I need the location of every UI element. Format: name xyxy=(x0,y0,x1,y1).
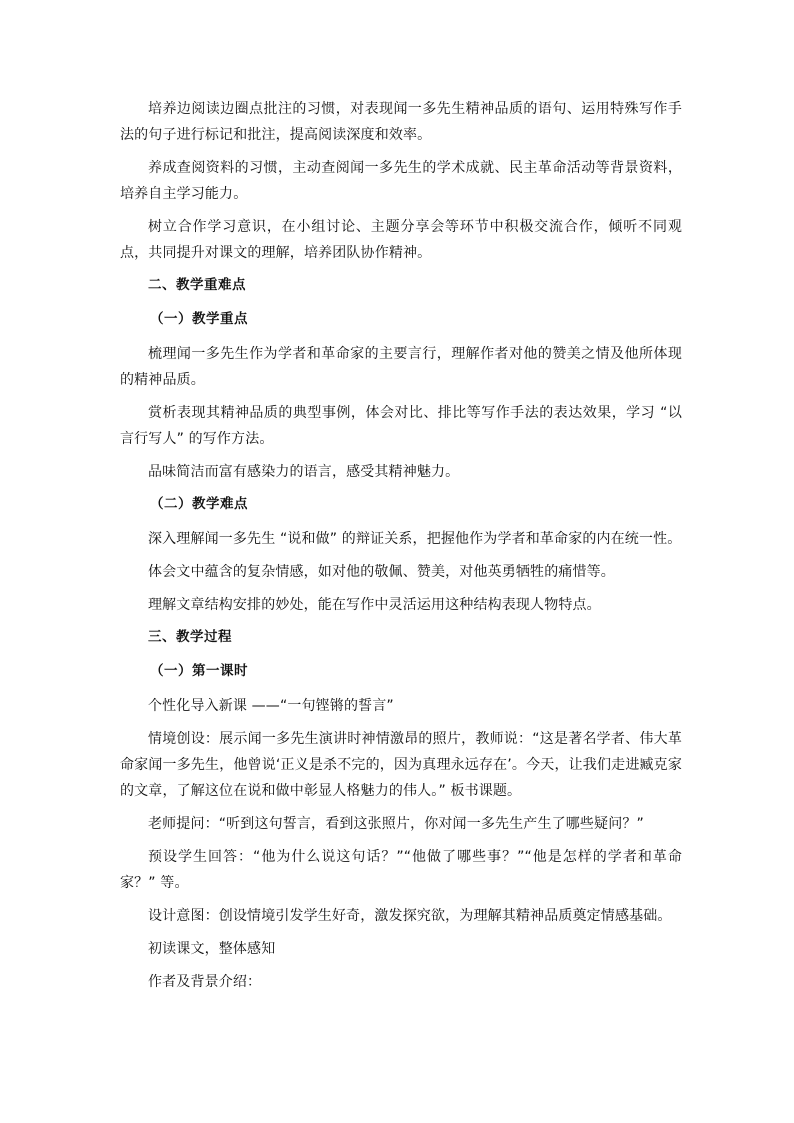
paragraph-scenario: 情境创设：展示闻一多先生演讲时神情激昂的照片，教师说：“这是著名学者、伟大革命家闻一多先生，他曾说‘正义是杀不完的，因为真理永远存在’。今天，让我们走进臧克家的文章，了解这位在说和做中彰显人格魅力的伟人。” 板书课题。 xyxy=(120,731,682,799)
paragraph-author-background: 作者及背景介绍： xyxy=(148,974,262,990)
paragraph-difficult-point-3: 理解文章结构安排的妙处，能在写作中灵活运用这种结构表现人物特点。 xyxy=(148,597,601,613)
subheading-key-points: （一）教学重点 xyxy=(150,311,248,327)
paragraph-student-answers: 预设学生回答：“他为什么说这句话？”“他做了哪些事？”“他是怎样的学者和革命家？” 等。 xyxy=(120,849,682,891)
paragraph-first-reading: 初读课文，整体感知 xyxy=(148,941,276,957)
section-heading-teaching-process: 三、教学过程 xyxy=(148,629,232,645)
paragraph-key-point-2: 赏析表现其精神品质的典型事例，体会对比、排比等写作手法的表达效果，学习 “以言行写人” 的写作方法。 xyxy=(120,405,682,447)
paragraph-key-point-1: 梳理闻一多先生作为学者和革命家的主要言行，理解作者对他的赞美之情及他所体现的精神品质。 xyxy=(120,346,682,388)
paragraph-research-habit: 养成查阅资料的习惯，主动查阅闻一多先生的学术成就、民主革命活动等背景资料，培养自主学习能力。 xyxy=(120,160,682,202)
paragraph-design-intent: 设计意图：创设情境引发学生好奇，激发探究欲，为理解其精神品质奠定情感基础。 xyxy=(148,908,672,924)
subheading-first-lesson: （一）第一课时 xyxy=(150,663,248,679)
paragraph-difficult-point-2: 体会文中蕴含的复杂情感，如对他的敬佩、赞美，对他英勇牺牲的痛惜等。 xyxy=(148,564,615,580)
paragraph-annotation-habit: 培养边阅读边圈点批注的习惯，对表现闻一多先生精神品质的语句、运用特殊写作手法的句子进行标记和批注，提高阅读深度和效率。 xyxy=(120,101,682,143)
paragraph-intro: 个性化导入新课 ——“一句铿锵的誓言” xyxy=(148,698,394,714)
section-heading-key-difficult-points: 二、教学重难点 xyxy=(148,277,246,293)
paragraph-difficult-point-1: 深入理解闻一多先生 “说和做” 的辩证关系，把握他作为学者和革命家的内在统一性。 xyxy=(148,531,682,547)
paragraph-key-point-3: 品味简洁而富有感染力的语言，感受其精神魅力。 xyxy=(148,464,460,480)
subheading-difficult-points: （二）教学难点 xyxy=(150,496,248,512)
paragraph-teacher-question: 老师提问：“听到这句誓言，看到这张照片，你对闻一多先生产生了哪些疑问？” xyxy=(148,816,644,832)
paragraph-cooperation: 树立合作学习意识，在小组讨论、主题分享会等环节中积极交流合作，倾听不同观点，共同提升对课文的理解，培养团队协作精神。 xyxy=(120,219,682,261)
